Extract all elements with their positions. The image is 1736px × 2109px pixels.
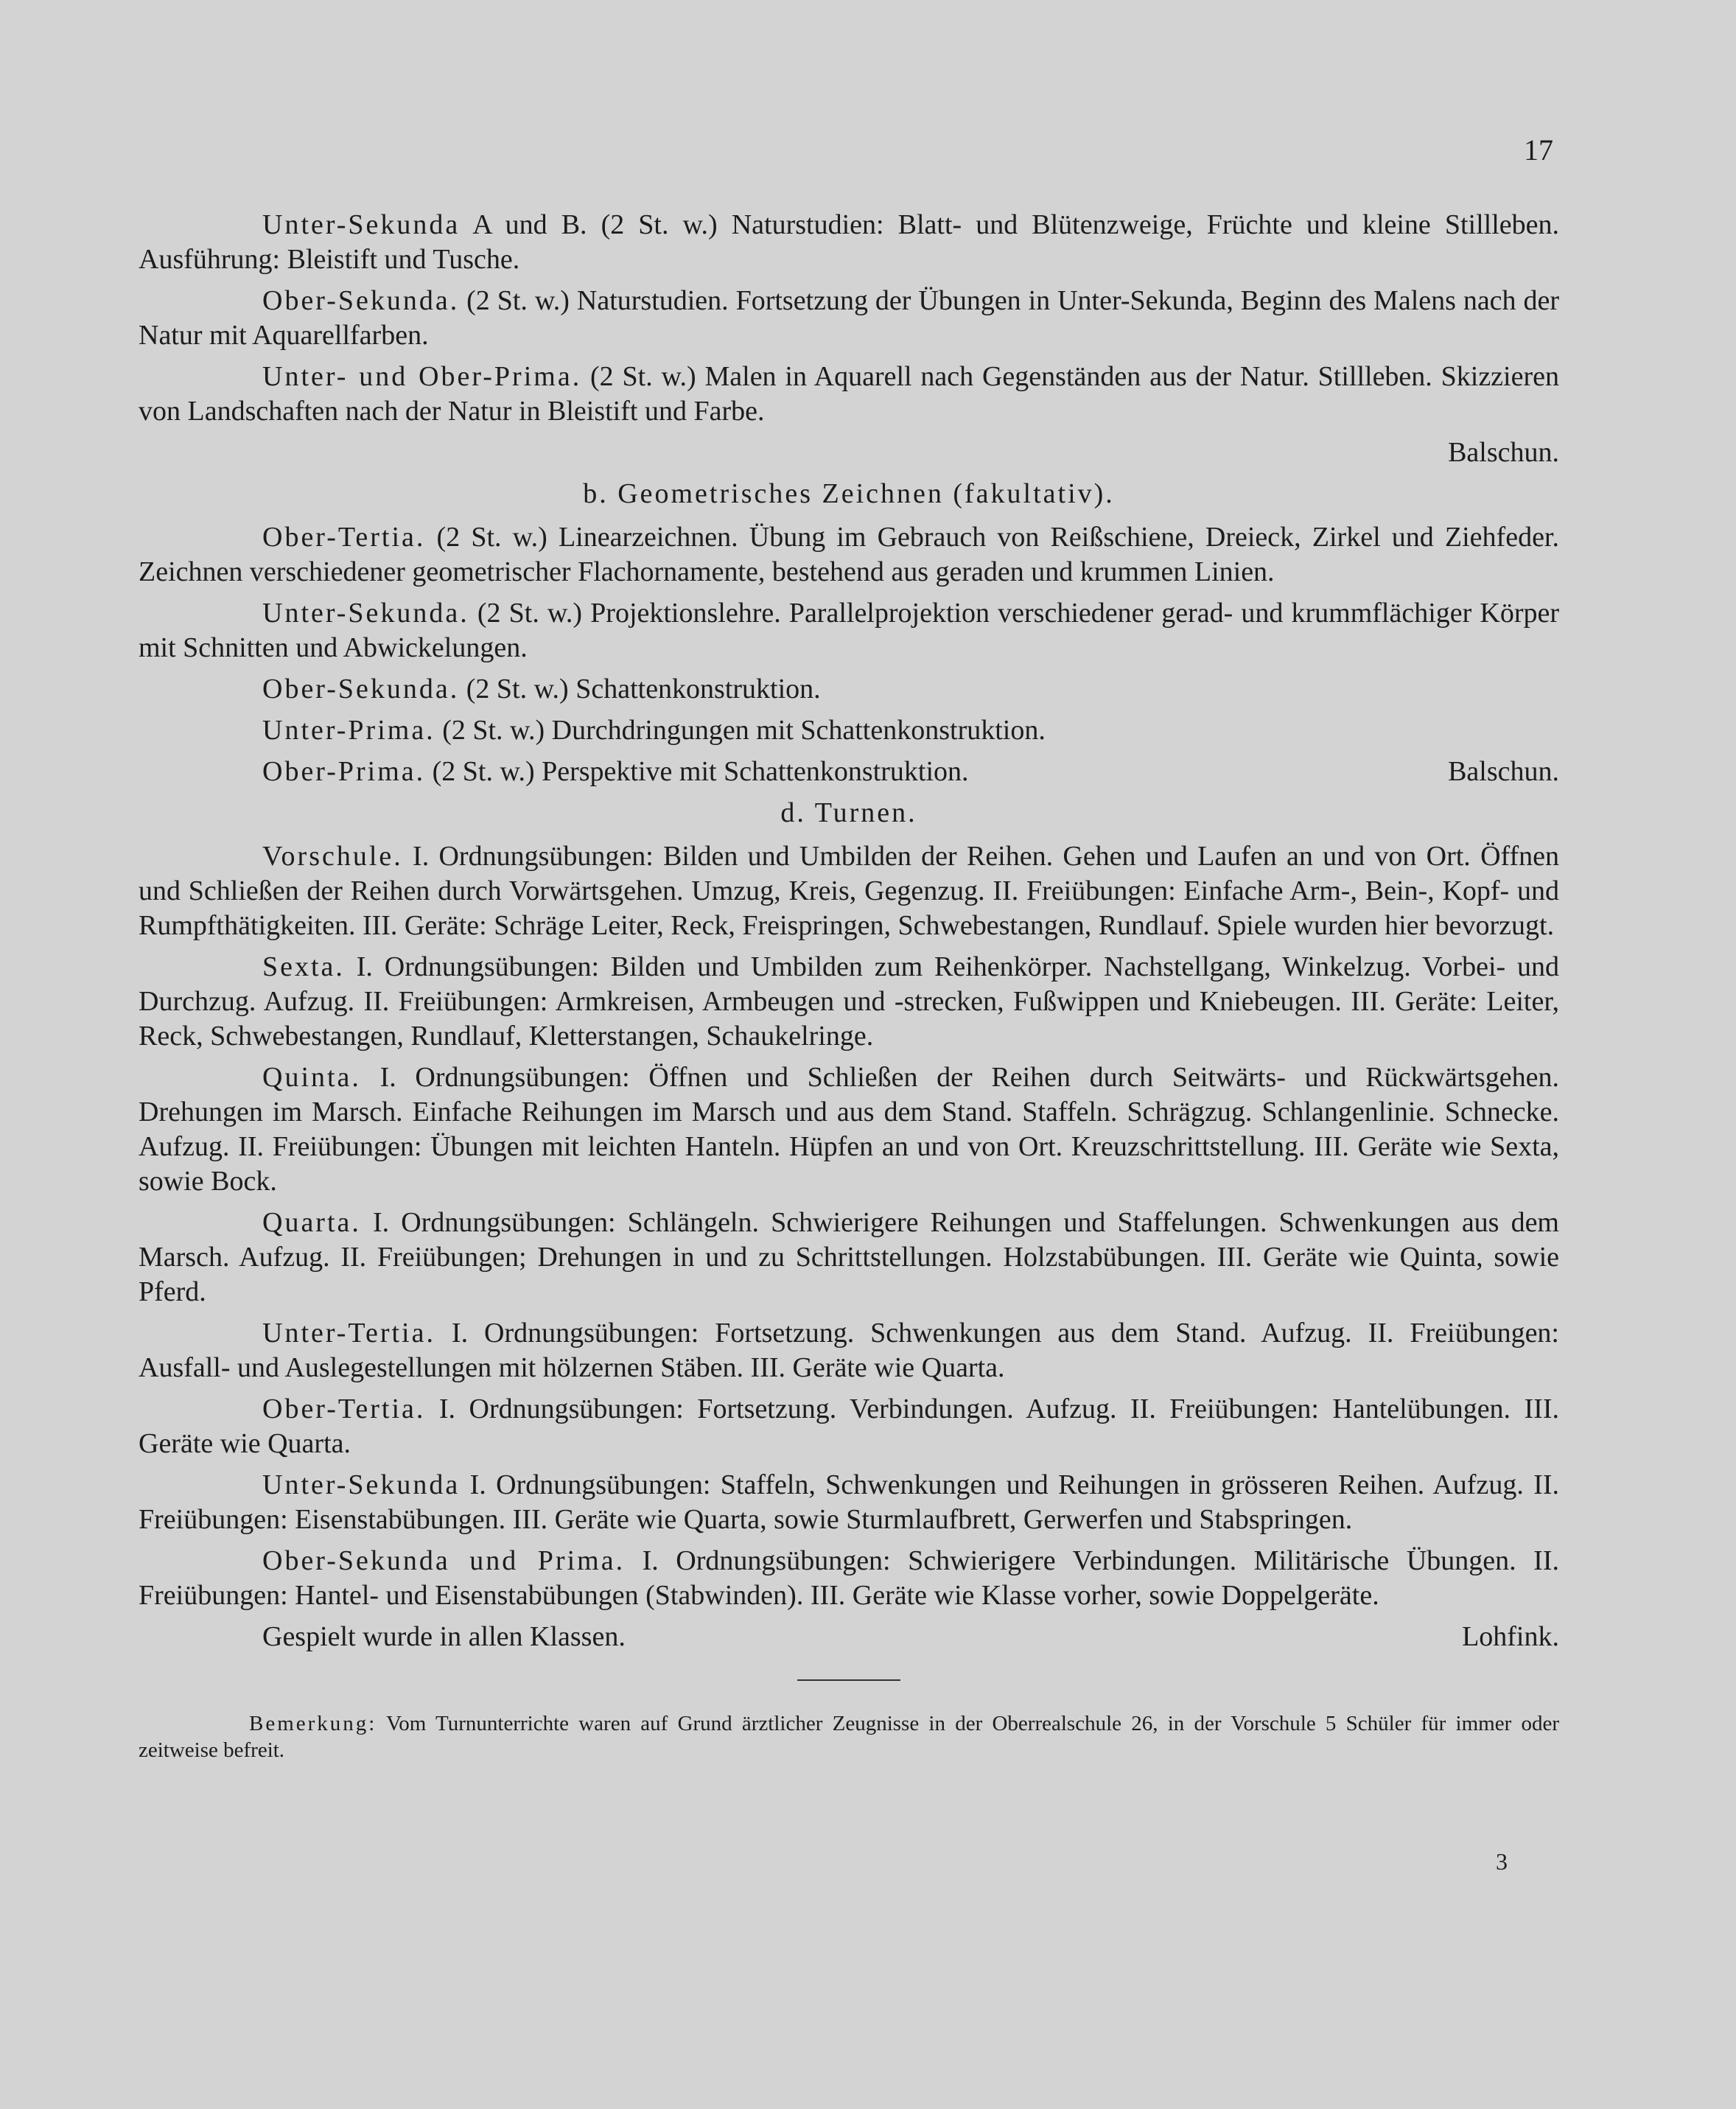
paragraph-text: (2 St. w.) Projektionslehre. Parallelprojektion verschiedener gerad- und krummflächiger Körper mit Schnitten und Abwickelungen. [139, 598, 1559, 663]
paragraph-text: I. Ordnungsübungen: Öffnen und Schließen der Reihen durch Seitwärts- und Rückwärtsgehen. Drehungen im Marsch. Einfache Reihungen im Marsch und aus dem Stand. Staffeln. Schrägzug. Schlangenlinie. Schnecke. Aufzug. II. Freiübungen: Übungen mit leichten Hanteln. Hüpfen an und von Ort. Kreuzschrittstellung. III. Geräte wie Sexta, sowie Bock. [139, 1062, 1559, 1197]
class-label: Ober-Sekunda und Prima. [262, 1545, 626, 1576]
paragraph-text: (2 St. w.) Perspektive mit Schattenkonstruktion. [425, 756, 969, 787]
paragraph [139, 1544, 1559, 1613]
paragraph [139, 596, 1559, 665]
paragraph-text: I. Ordnungsübungen: Bilden und Umbilden der Reihen. Gehen und Laufen an und von Ort. Öffnen und Schließen der Reihen durch Vorwärtsgehen. Umzug, Kreis, Gegenzug. II. Freiübungen: Einfache Arm-, Bein-, Kopf- und Rumpfthätigkeiten. III. Geräte: Schräge Leiter, Reck, Freispringen, Schwebestangen, Rundlauf. Spiele wurden hier bevorzugt. [139, 841, 1559, 941]
paragraph-text: (2 St. w.) Durchdringungen mit Schattenkonstruktion. [435, 715, 1046, 746]
class-label: Vorschule. [262, 841, 403, 872]
section-heading: b. Geometrisches Zeichnen (fakultativ). [583, 478, 1115, 509]
signature: Lohfink. [1462, 1621, 1559, 1652]
page-body [139, 208, 1559, 1763]
footnote-text: Vom Turnunterrichte waren auf Grund ärztlicher Zeugnisse in der Oberrealschule 26, in der Vorschule 5 Schüler für immer oder zeitweise befreit. [139, 1712, 1559, 1762]
class-label: Unter-Sekunda [262, 209, 461, 240]
paragraph [139, 360, 1559, 429]
paragraph [139, 1392, 1559, 1461]
page-number: 17 [1524, 133, 1553, 167]
paragraph [139, 1060, 1559, 1199]
section-heading: d. Turnen. [780, 797, 917, 828]
section-a-freehand [139, 208, 1559, 470]
paragraph-text: (2 St. w.) Schattenkonstruktion. [459, 674, 821, 704]
paragraph [139, 284, 1559, 353]
class-label: Unter-Tertia. [262, 1318, 435, 1349]
class-label: Ober-Prima. [262, 756, 426, 787]
paragraph [139, 755, 1559, 789]
paragraph [139, 1206, 1559, 1309]
paragraph-text: I. Ordnungsübungen: Schwierigere Verbindungen. Militärische Übungen. II. Freiübungen: Hantel- und Eisenstabübungen (Stabwinden). III. Geräte wie Klasse vorher, sowie Doppelgeräte. [139, 1545, 1559, 1611]
section-d-gymnastics [139, 796, 1559, 1654]
paragraph [139, 839, 1559, 943]
closing-paragraph [139, 1620, 1559, 1654]
paragraph-text: I. Ordnungsübungen: Bilden und Umbilden zum Reihenkörper. Nachstellgang, Winkelzug. Vorbei- und Durchzug. Aufzug. II. Freiübungen: Armkreisen, Armbeugen und -strecken, Fußwippen und Kniebeugen. III. Geräte: Leiter, Reck, Schwebestangen, Rundlauf, Kletterstangen, Schaukelringe. [139, 951, 1559, 1052]
paragraph-text: A und B. (2 St. w.) Naturstudien: Blatt- und Blütenzweige, Früchte und kleine Stillleben. Ausführung: Bleistift und Tusche. [139, 209, 1559, 275]
section-b-geometric [139, 477, 1559, 789]
paragraph-text: (2 St. w.) Linearzeichnen. Übung im Gebrauch von Reißschiene, Dreieck, Zirkel und Ziehfeder. Zeichnen verschiedener geometrischer Flachornamente, bestehend aus geraden und krummen Linien. [139, 522, 1559, 587]
paragraph-text: (2 St. w.) Malen in Aquarell nach Gegenständen aus der Natur. Stillleben. Skizzieren von Landschaften nach der Natur in Bleistift und Farbe. [139, 361, 1559, 427]
paragraph [139, 1316, 1559, 1385]
footnote [139, 1710, 1559, 1763]
paragraph [139, 672, 1559, 707]
footnote-label: Bemerkung: [249, 1712, 377, 1735]
class-label: Unter-Prima. [262, 715, 435, 746]
class-label: Quarta. [262, 1207, 361, 1238]
paragraph-text: I. Ordnungsübungen: Schlängeln. Schwierigere Reihungen und Staffelungen. Schwenkungen aus dem Marsch. Aufzug. II. Freiübungen; Drehungen in und zu Schrittstellungen. Holzstabübungen. III. Geräte wie Quinta, sowie Pferd. [139, 1207, 1559, 1307]
class-label: Unter-Sekunda. [262, 598, 469, 629]
signature: Balschun. [1448, 756, 1559, 787]
class-label: Unter-Sekunda [262, 1469, 461, 1500]
class-label: Ober-Tertia. [262, 522, 426, 553]
paragraph-text: I. Ordnungsübungen: Fortsetzung. Schwenkungen aus dem Stand. Aufzug. II. Freiübungen: Ausfall- und Auslegestellungen mit hölzernen Stäben. III. Geräte wie Quarta. [139, 1318, 1559, 1383]
paragraph [139, 713, 1559, 748]
class-label: Ober-Sekunda. [262, 674, 460, 704]
signature: Balschun. [1448, 437, 1559, 468]
class-label: Quinta. [262, 1062, 361, 1093]
class-label: Ober-Tertia. [262, 1393, 426, 1424]
paragraph-text: Gespielt wurde in allen Klassen. [262, 1621, 626, 1652]
paragraph-text: I. Ordnungsübungen: Staffeln, Schwenkungen und Reihungen in grösseren Reihen. Aufzug. II. Freiübungen: Eisenstabübungen. III. Geräte wie Quarta, sowie Sturmlaufbrett, Gerwerfen und Stabspringen. [139, 1469, 1559, 1535]
paragraph-text: (2 St. w.) Naturstudien. Fortsetzung der Übungen in Unter-Sekunda, Beginn des Malens nach der Natur mit Aquarellfarben. [139, 285, 1559, 351]
signature-mark: 3 [1496, 1848, 1508, 1875]
paragraph [139, 208, 1559, 277]
paragraph [139, 950, 1559, 1054]
class-label: Ober-Sekunda. [262, 285, 460, 316]
divider [797, 1679, 900, 1681]
class-label: Sexta. [262, 951, 345, 982]
class-label: Unter- und Ober-Prima. [262, 361, 582, 392]
paragraph [139, 520, 1559, 590]
paragraph [139, 1468, 1559, 1537]
paragraph-text: I. Ordnungsübungen: Fortsetzung. Verbindungen. Aufzug. II. Freiübungen: Hantelübungen. III. Geräte wie Quarta. [139, 1393, 1559, 1459]
